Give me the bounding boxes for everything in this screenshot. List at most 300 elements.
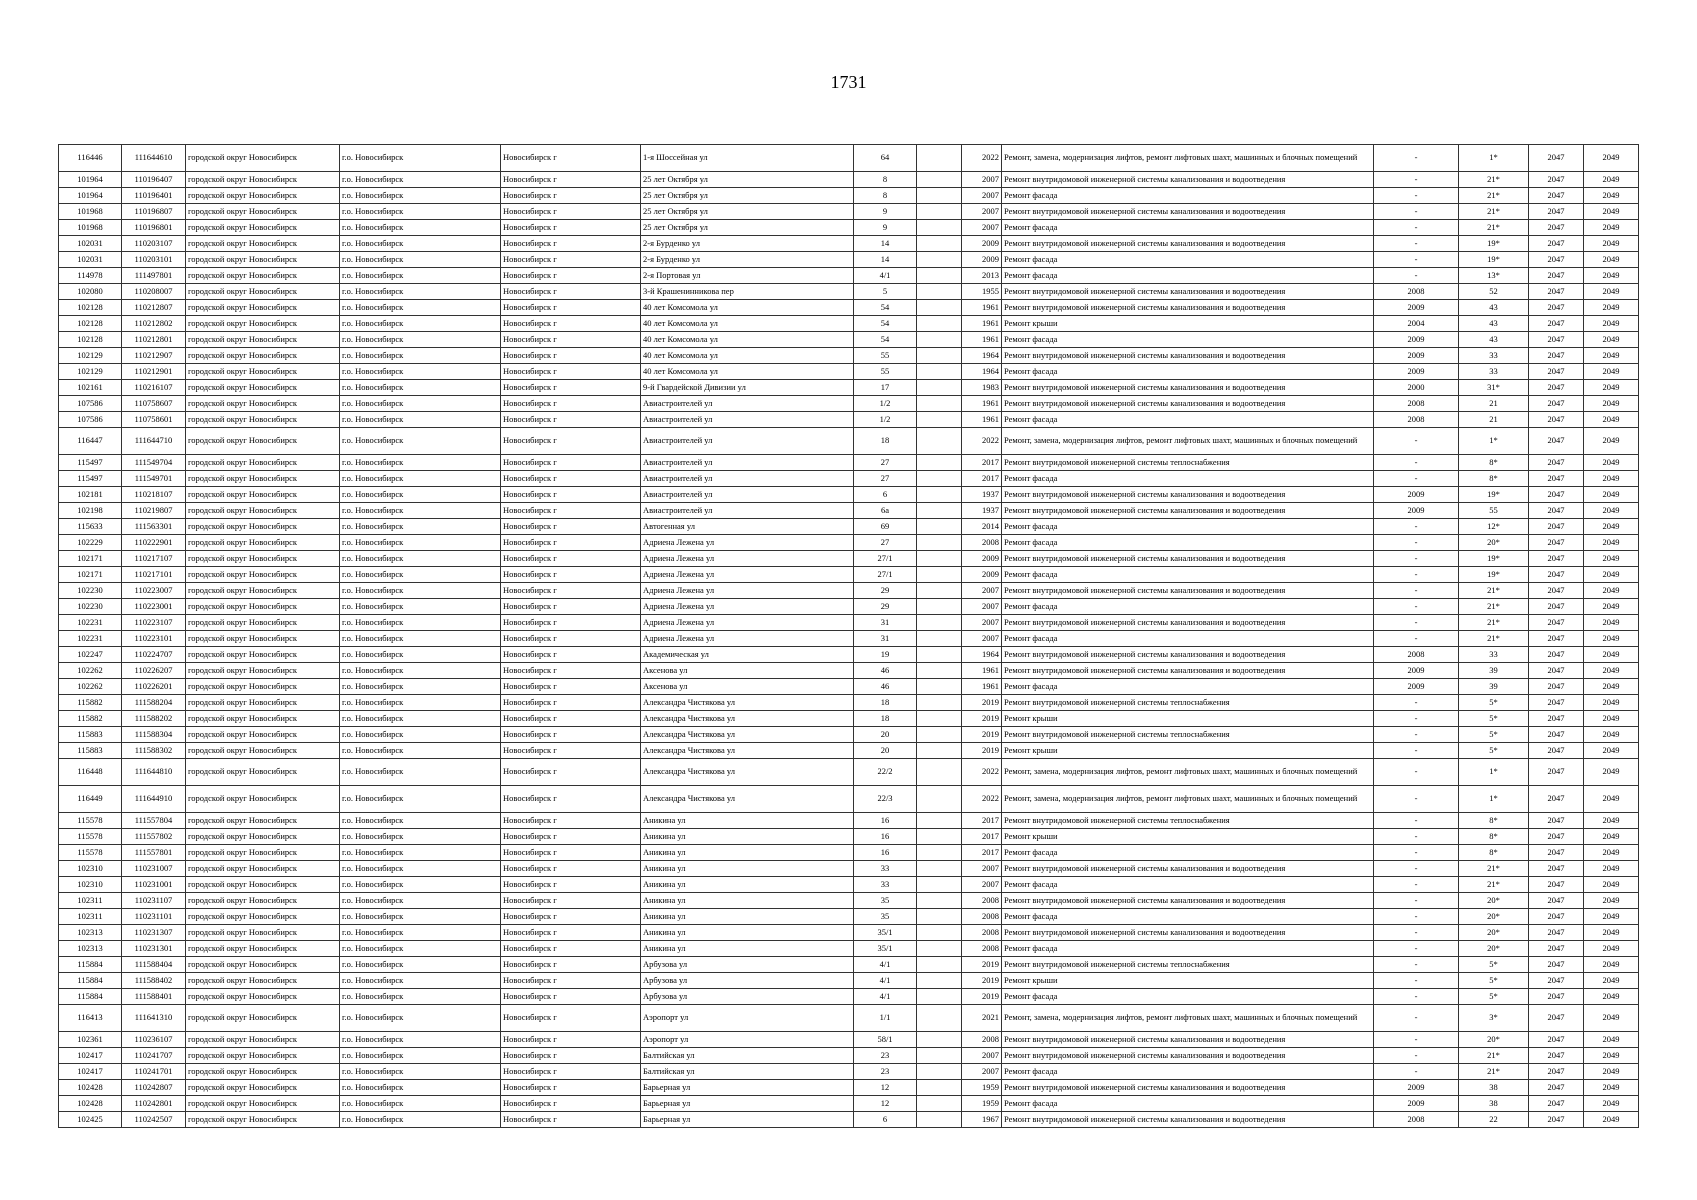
cell-house-number: 8 xyxy=(854,172,917,188)
cell-element-id: 110208007 xyxy=(122,284,186,300)
cell-element-id: 111644910 xyxy=(122,786,186,813)
table-row xyxy=(59,727,1639,743)
table-row xyxy=(59,316,1639,332)
cell-work-type: Ремонт внутридомовой инженерной системы канализования и водоотведения xyxy=(1002,861,1374,877)
cell-plan-end-year: 2049 xyxy=(1584,428,1639,455)
table-row xyxy=(59,973,1639,989)
cell-last-repair-year: - xyxy=(1374,759,1459,786)
cell-wear: 5* xyxy=(1459,989,1529,1005)
cell-settlement: Новосибирск г xyxy=(501,1080,641,1096)
cell-plan-end-year: 2049 xyxy=(1584,455,1639,471)
cell-municipal-district: городской округ Новосибирск xyxy=(186,1064,340,1080)
cell-plan-end-year: 2049 xyxy=(1584,845,1639,861)
cell-municipal-district: городской округ Новосибирск xyxy=(186,1032,340,1048)
cell-building xyxy=(917,332,962,348)
cell-object-id: 102310 xyxy=(59,861,122,877)
cell-last-repair-year: 2009 xyxy=(1374,503,1459,519)
cell-wear: 8* xyxy=(1459,845,1529,861)
cell-plan-start-year: 2047 xyxy=(1529,1080,1584,1096)
cell-year-built: 2013 xyxy=(962,268,1002,284)
cell-settlement: Новосибирск г xyxy=(501,1005,641,1032)
cell-object-id: 102229 xyxy=(59,535,122,551)
cell-year-built: 2007 xyxy=(962,1064,1002,1080)
cell-year-built: 2007 xyxy=(962,204,1002,220)
cell-wear: 5* xyxy=(1459,743,1529,759)
cell-building xyxy=(917,599,962,615)
cell-building xyxy=(917,471,962,487)
cell-last-repair-year: - xyxy=(1374,145,1459,172)
cell-building xyxy=(917,615,962,631)
cell-element-id: 110203107 xyxy=(122,236,186,252)
cell-municipal-unit: г.о. Новосибирск xyxy=(340,236,501,252)
cell-work-type: Ремонт, замена, модернизация лифтов, ремонт лифтовых шахт, машинных и блочных помещений xyxy=(1002,1005,1374,1032)
cell-street: Арбузова ул xyxy=(641,973,854,989)
cell-municipal-unit: г.о. Новосибирск xyxy=(340,631,501,647)
cell-object-id: 115883 xyxy=(59,743,122,759)
cell-year-built: 1959 xyxy=(962,1080,1002,1096)
cell-municipal-unit: г.о. Новосибирск xyxy=(340,316,501,332)
cell-work-type: Ремонт фасада xyxy=(1002,1064,1374,1080)
cell-street: Аникина ул xyxy=(641,941,854,957)
cell-settlement: Новосибирск г xyxy=(501,567,641,583)
cell-year-built: 2017 xyxy=(962,829,1002,845)
cell-work-type: Ремонт крыши xyxy=(1002,973,1374,989)
table-row xyxy=(59,188,1639,204)
cell-work-type: Ремонт фасада xyxy=(1002,220,1374,236)
cell-work-type: Ремонт фасада xyxy=(1002,252,1374,268)
cell-settlement: Новосибирск г xyxy=(501,583,641,599)
cell-municipal-district: городской округ Новосибирск xyxy=(186,519,340,535)
cell-house-number: 14 xyxy=(854,236,917,252)
cell-house-number: 23 xyxy=(854,1048,917,1064)
table-row xyxy=(59,941,1639,957)
cell-settlement: Новосибирск г xyxy=(501,284,641,300)
cell-building xyxy=(917,877,962,893)
cell-house-number: 12 xyxy=(854,1096,917,1112)
cell-municipal-district: городской округ Новосибирск xyxy=(186,647,340,663)
cell-house-number: 4/1 xyxy=(854,989,917,1005)
table-row xyxy=(59,893,1639,909)
cell-house-number: 35/1 xyxy=(854,925,917,941)
cell-last-repair-year: - xyxy=(1374,172,1459,188)
cell-wear: 21* xyxy=(1459,631,1529,647)
cell-street: Аксенова ул xyxy=(641,663,854,679)
cell-wear: 43 xyxy=(1459,332,1529,348)
cell-building xyxy=(917,396,962,412)
cell-settlement: Новосибирск г xyxy=(501,845,641,861)
cell-last-repair-year: - xyxy=(1374,615,1459,631)
cell-municipal-unit: г.о. Новосибирск xyxy=(340,599,501,615)
cell-plan-start-year: 2047 xyxy=(1529,663,1584,679)
cell-wear: 5* xyxy=(1459,711,1529,727)
cell-settlement: Новосибирск г xyxy=(501,1048,641,1064)
cell-object-id: 102310 xyxy=(59,877,122,893)
cell-building xyxy=(917,145,962,172)
table-row xyxy=(59,268,1639,284)
cell-house-number: 31 xyxy=(854,615,917,631)
cell-settlement: Новосибирск г xyxy=(501,743,641,759)
cell-building xyxy=(917,583,962,599)
cell-plan-end-year: 2049 xyxy=(1584,567,1639,583)
cell-municipal-unit: г.о. Новосибирск xyxy=(340,786,501,813)
cell-work-type: Ремонт внутридомовой инженерной системы канализования и водоотведения xyxy=(1002,663,1374,679)
cell-plan-start-year: 2047 xyxy=(1529,172,1584,188)
cell-municipal-district: городской округ Новосибирск xyxy=(186,599,340,615)
cell-element-id: 111588204 xyxy=(122,695,186,711)
cell-municipal-unit: г.о. Новосибирск xyxy=(340,471,501,487)
cell-municipal-district: городской округ Новосибирск xyxy=(186,1080,340,1096)
cell-wear: 8* xyxy=(1459,455,1529,471)
cell-street: Авиастроителей ул xyxy=(641,396,854,412)
cell-house-number: 6 xyxy=(854,1112,917,1128)
table-row xyxy=(59,711,1639,727)
cell-municipal-unit: г.о. Новосибирск xyxy=(340,348,501,364)
cell-municipal-unit: г.о. Новосибирск xyxy=(340,1005,501,1032)
cell-municipal-unit: г.о. Новосибирск xyxy=(340,380,501,396)
cell-municipal-unit: г.о. Новосибирск xyxy=(340,973,501,989)
cell-plan-end-year: 2049 xyxy=(1584,583,1639,599)
cell-element-id: 110212907 xyxy=(122,348,186,364)
cell-work-type: Ремонт фасада xyxy=(1002,188,1374,204)
cell-plan-start-year: 2047 xyxy=(1529,380,1584,396)
cell-work-type: Ремонт внутридомовой инженерной системы канализования и водоотведения xyxy=(1002,204,1374,220)
table-row xyxy=(59,567,1639,583)
cell-plan-end-year: 2049 xyxy=(1584,615,1639,631)
cell-municipal-unit: г.о. Новосибирск xyxy=(340,487,501,503)
cell-municipal-unit: г.о. Новосибирск xyxy=(340,567,501,583)
cell-settlement: Новосибирск г xyxy=(501,364,641,380)
cell-plan-start-year: 2047 xyxy=(1529,364,1584,380)
cell-object-id: 102417 xyxy=(59,1048,122,1064)
cell-element-id: 110241701 xyxy=(122,1064,186,1080)
cell-municipal-district: городской округ Новосибирск xyxy=(186,428,340,455)
cell-object-id: 101964 xyxy=(59,188,122,204)
cell-building xyxy=(917,172,962,188)
cell-object-id: 102181 xyxy=(59,487,122,503)
cell-municipal-district: городской округ Новосибирск xyxy=(186,284,340,300)
cell-year-built: 1964 xyxy=(962,647,1002,663)
cell-last-repair-year: - xyxy=(1374,551,1459,567)
cell-element-id: 111644810 xyxy=(122,759,186,786)
cell-house-number: 12 xyxy=(854,1080,917,1096)
cell-municipal-district: городской округ Новосибирск xyxy=(186,973,340,989)
cell-last-repair-year: - xyxy=(1374,786,1459,813)
cell-last-repair-year: 2008 xyxy=(1374,412,1459,428)
cell-work-type: Ремонт внутридомовой инженерной системы канализования и водоотведения xyxy=(1002,551,1374,567)
cell-plan-end-year: 2049 xyxy=(1584,877,1639,893)
cell-plan-end-year: 2049 xyxy=(1584,989,1639,1005)
cell-municipal-unit: г.о. Новосибирск xyxy=(340,647,501,663)
cell-last-repair-year: - xyxy=(1374,861,1459,877)
page-number: 1731 xyxy=(830,72,867,92)
cell-last-repair-year: - xyxy=(1374,909,1459,925)
cell-wear: 19* xyxy=(1459,252,1529,268)
cell-work-type: Ремонт крыши xyxy=(1002,316,1374,332)
table-row xyxy=(59,1080,1639,1096)
cell-municipal-district: городской округ Новосибирск xyxy=(186,332,340,348)
cell-wear: 39 xyxy=(1459,663,1529,679)
cell-municipal-unit: г.о. Новосибирск xyxy=(340,412,501,428)
cell-settlement: Новосибирск г xyxy=(501,786,641,813)
cell-municipal-unit: г.о. Новосибирск xyxy=(340,332,501,348)
cell-municipal-unit: г.о. Новосибирск xyxy=(340,759,501,786)
cell-work-type: Ремонт фасада xyxy=(1002,845,1374,861)
cell-work-type: Ремонт внутридомовой инженерной системы канализования и водоотведения xyxy=(1002,1080,1374,1096)
cell-municipal-unit: г.о. Новосибирск xyxy=(340,268,501,284)
cell-plan-start-year: 2047 xyxy=(1529,845,1584,861)
cell-wear: 5* xyxy=(1459,695,1529,711)
cell-object-id: 116413 xyxy=(59,1005,122,1032)
cell-plan-end-year: 2049 xyxy=(1584,252,1639,268)
cell-house-number: 4/1 xyxy=(854,957,917,973)
table-row xyxy=(59,300,1639,316)
cell-work-type: Ремонт крыши xyxy=(1002,711,1374,727)
cell-plan-end-year: 2049 xyxy=(1584,893,1639,909)
cell-settlement: Новосибирск г xyxy=(501,909,641,925)
cell-plan-start-year: 2047 xyxy=(1529,813,1584,829)
cell-building xyxy=(917,925,962,941)
cell-plan-start-year: 2047 xyxy=(1529,829,1584,845)
cell-work-type: Ремонт внутридомовой инженерной системы канализования и водоотведения xyxy=(1002,172,1374,188)
cell-object-id: 101968 xyxy=(59,204,122,220)
cell-year-built: 2017 xyxy=(962,471,1002,487)
cell-object-id: 114978 xyxy=(59,268,122,284)
cell-building xyxy=(917,412,962,428)
cell-settlement: Новосибирск г xyxy=(501,631,641,647)
cell-wear: 21 xyxy=(1459,396,1529,412)
cell-municipal-district: городской округ Новосибирск xyxy=(186,455,340,471)
cell-last-repair-year: - xyxy=(1374,455,1459,471)
cell-settlement: Новосибирск г xyxy=(501,829,641,845)
cell-wear: 21* xyxy=(1459,615,1529,631)
cell-plan-end-year: 2049 xyxy=(1584,364,1639,380)
cell-object-id: 102128 xyxy=(59,300,122,316)
cell-municipal-unit: г.о. Новосибирск xyxy=(340,663,501,679)
cell-element-id: 110216107 xyxy=(122,380,186,396)
cell-municipal-unit: г.о. Новосибирск xyxy=(340,1032,501,1048)
cell-municipal-unit: г.о. Новосибирск xyxy=(340,845,501,861)
table-row xyxy=(59,332,1639,348)
cell-element-id: 110231301 xyxy=(122,941,186,957)
cell-last-repair-year: - xyxy=(1374,925,1459,941)
cell-municipal-district: городской округ Новосибирск xyxy=(186,145,340,172)
cell-house-number: 27 xyxy=(854,471,917,487)
cell-municipal-district: городской округ Новосибирск xyxy=(186,813,340,829)
table-row xyxy=(59,535,1639,551)
cell-street: Адриена Лежена ул xyxy=(641,583,854,599)
cell-work-type: Ремонт внутридомовой инженерной системы канализования и водоотведения xyxy=(1002,1048,1374,1064)
cell-wear: 8* xyxy=(1459,829,1529,845)
cell-year-built: 1961 xyxy=(962,316,1002,332)
cell-house-number: 18 xyxy=(854,428,917,455)
cell-building xyxy=(917,711,962,727)
cell-house-number: 54 xyxy=(854,300,917,316)
cell-plan-start-year: 2047 xyxy=(1529,1005,1584,1032)
cell-municipal-district: городской округ Новосибирск xyxy=(186,663,340,679)
cell-building xyxy=(917,364,962,380)
cell-street: Александра Чистякова ул xyxy=(641,727,854,743)
cell-building xyxy=(917,567,962,583)
cell-house-number: 55 xyxy=(854,364,917,380)
cell-year-built: 1961 xyxy=(962,396,1002,412)
cell-object-id: 116449 xyxy=(59,786,122,813)
cell-plan-start-year: 2047 xyxy=(1529,188,1584,204)
cell-municipal-district: городской округ Новосибирск xyxy=(186,845,340,861)
cell-plan-end-year: 2049 xyxy=(1584,813,1639,829)
cell-year-built: 2008 xyxy=(962,909,1002,925)
cell-year-built: 2019 xyxy=(962,743,1002,759)
cell-last-repair-year: - xyxy=(1374,188,1459,204)
cell-element-id: 110224707 xyxy=(122,647,186,663)
cell-plan-end-year: 2049 xyxy=(1584,695,1639,711)
cell-plan-start-year: 2047 xyxy=(1529,567,1584,583)
cell-year-built: 2008 xyxy=(962,941,1002,957)
cell-building xyxy=(917,487,962,503)
cell-work-type: Ремонт внутридомовой инженерной системы канализования и водоотведения xyxy=(1002,284,1374,300)
cell-municipal-district: городской округ Новосибирск xyxy=(186,220,340,236)
cell-plan-end-year: 2049 xyxy=(1584,925,1639,941)
cell-element-id: 110212801 xyxy=(122,332,186,348)
cell-object-id: 102128 xyxy=(59,332,122,348)
cell-plan-start-year: 2047 xyxy=(1529,973,1584,989)
cell-work-type: Ремонт внутридомовой инженерной системы теплоснабжения xyxy=(1002,455,1374,471)
cell-object-id: 101964 xyxy=(59,172,122,188)
cell-year-built: 2007 xyxy=(962,877,1002,893)
cell-element-id: 111588401 xyxy=(122,989,186,1005)
table-row xyxy=(59,759,1639,786)
cell-wear: 21* xyxy=(1459,599,1529,615)
cell-last-repair-year: 2008 xyxy=(1374,284,1459,300)
cell-object-id: 102262 xyxy=(59,663,122,679)
cell-settlement: Новосибирск г xyxy=(501,145,641,172)
table-row xyxy=(59,551,1639,567)
cell-element-id: 110219807 xyxy=(122,503,186,519)
cell-street: 25 лет Октября ул xyxy=(641,220,854,236)
cell-settlement: Новосибирск г xyxy=(501,957,641,973)
cell-last-repair-year: - xyxy=(1374,599,1459,615)
cell-plan-start-year: 2047 xyxy=(1529,145,1584,172)
table-row xyxy=(59,1032,1639,1048)
table-row xyxy=(59,631,1639,647)
cell-street: Балтийская ул xyxy=(641,1048,854,1064)
cell-settlement: Новосибирск г xyxy=(501,316,641,332)
cell-plan-end-year: 2049 xyxy=(1584,861,1639,877)
cell-building xyxy=(917,989,962,1005)
table-row xyxy=(59,455,1639,471)
cell-element-id: 110231007 xyxy=(122,861,186,877)
cell-house-number: 14 xyxy=(854,252,917,268)
cell-building xyxy=(917,348,962,364)
cell-wear: 8* xyxy=(1459,471,1529,487)
cell-work-type: Ремонт фасада xyxy=(1002,1096,1374,1112)
cell-object-id: 102031 xyxy=(59,236,122,252)
cell-plan-end-year: 2049 xyxy=(1584,204,1639,220)
cell-object-id: 102311 xyxy=(59,909,122,925)
cell-work-type: Ремонт внутридомовой инженерной системы канализования и водоотведения xyxy=(1002,647,1374,663)
cell-settlement: Новосибирск г xyxy=(501,759,641,786)
cell-last-repair-year: - xyxy=(1374,631,1459,647)
cell-last-repair-year: 2009 xyxy=(1374,348,1459,364)
cell-building xyxy=(917,1048,962,1064)
cell-municipal-district: городской округ Новосибирск xyxy=(186,204,340,220)
cell-object-id: 102031 xyxy=(59,252,122,268)
cell-building xyxy=(917,1096,962,1112)
cell-building xyxy=(917,519,962,535)
cell-plan-start-year: 2047 xyxy=(1529,396,1584,412)
cell-plan-end-year: 2049 xyxy=(1584,300,1639,316)
cell-element-id: 110758601 xyxy=(122,412,186,428)
cell-settlement: Новосибирск г xyxy=(501,412,641,428)
cell-settlement: Новосибирск г xyxy=(501,220,641,236)
cell-object-id: 115882 xyxy=(59,711,122,727)
cell-year-built: 1961 xyxy=(962,332,1002,348)
cell-municipal-unit: г.о. Новосибирск xyxy=(340,829,501,845)
cell-municipal-district: городской округ Новосибирск xyxy=(186,1048,340,1064)
cell-element-id: 110242807 xyxy=(122,1080,186,1096)
cell-work-type: Ремонт внутридомовой инженерной системы канализования и водоотведения xyxy=(1002,925,1374,941)
cell-last-repair-year: 2008 xyxy=(1374,647,1459,663)
cell-municipal-unit: г.о. Новосибирск xyxy=(340,909,501,925)
cell-house-number: 18 xyxy=(854,711,917,727)
cell-building xyxy=(917,1080,962,1096)
cell-settlement: Новосибирск г xyxy=(501,471,641,487)
cell-municipal-district: городской округ Новосибирск xyxy=(186,759,340,786)
cell-object-id: 116446 xyxy=(59,145,122,172)
cell-house-number: 22/2 xyxy=(854,759,917,786)
cell-wear: 52 xyxy=(1459,284,1529,300)
cell-house-number: 46 xyxy=(854,663,917,679)
cell-year-built: 2007 xyxy=(962,172,1002,188)
cell-last-repair-year: 2009 xyxy=(1374,1096,1459,1112)
table-row xyxy=(59,925,1639,941)
cell-street: 1-я Шоссейная ул xyxy=(641,145,854,172)
cell-municipal-unit: г.о. Новосибирск xyxy=(340,583,501,599)
cell-street: Аникина ул xyxy=(641,909,854,925)
cell-element-id: 111588402 xyxy=(122,973,186,989)
cell-municipal-district: городской округ Новосибирск xyxy=(186,1005,340,1032)
cell-street: Александра Чистякова ул xyxy=(641,786,854,813)
cell-municipal-unit: г.о. Новосибирск xyxy=(340,1064,501,1080)
cell-plan-start-year: 2047 xyxy=(1529,909,1584,925)
cell-element-id: 110242801 xyxy=(122,1096,186,1112)
cell-year-built: 1964 xyxy=(962,364,1002,380)
cell-municipal-district: городской округ Новосибирск xyxy=(186,268,340,284)
cell-settlement: Новосибирск г xyxy=(501,925,641,941)
cell-object-id: 102428 xyxy=(59,1096,122,1112)
table-row xyxy=(59,1112,1639,1128)
table-row xyxy=(59,599,1639,615)
cell-element-id: 110231107 xyxy=(122,893,186,909)
cell-last-repair-year: - xyxy=(1374,989,1459,1005)
cell-municipal-district: городской округ Новосибирск xyxy=(186,471,340,487)
cell-last-repair-year: - xyxy=(1374,220,1459,236)
cell-plan-end-year: 2049 xyxy=(1584,172,1639,188)
cell-work-type: Ремонт внутридомовой инженерной системы канализования и водоотведения xyxy=(1002,1112,1374,1128)
cell-building xyxy=(917,1005,962,1032)
table-row xyxy=(59,236,1639,252)
cell-plan-start-year: 2047 xyxy=(1529,204,1584,220)
cell-house-number: 19 xyxy=(854,647,917,663)
cell-house-number: 4/1 xyxy=(854,973,917,989)
cell-settlement: Новосибирск г xyxy=(501,1096,641,1112)
table-row xyxy=(59,428,1639,455)
table-row xyxy=(59,583,1639,599)
cell-plan-start-year: 2047 xyxy=(1529,519,1584,535)
cell-settlement: Новосибирск г xyxy=(501,877,641,893)
cell-plan-end-year: 2049 xyxy=(1584,487,1639,503)
cell-municipal-district: городской округ Новосибирск xyxy=(186,487,340,503)
cell-street: Авиастроителей ул xyxy=(641,412,854,428)
